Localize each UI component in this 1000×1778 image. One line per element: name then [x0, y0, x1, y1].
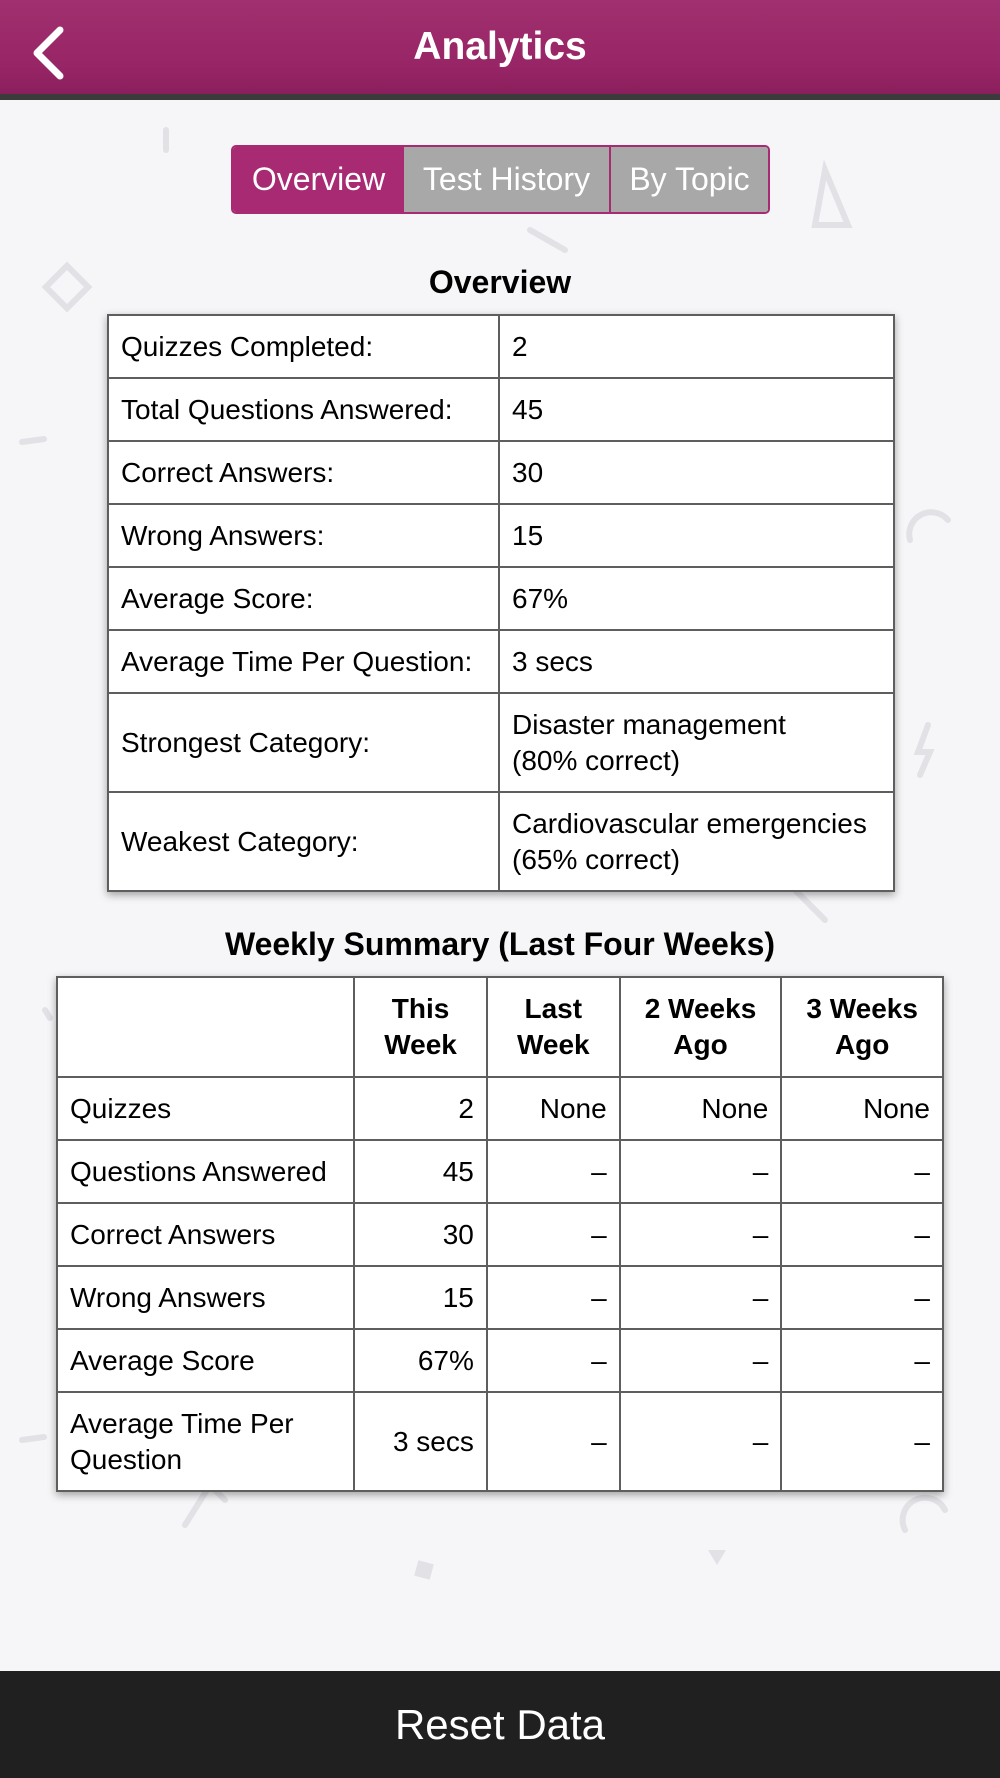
label-line: Average Time Per — [70, 1407, 294, 1439]
empty-header-cell — [57, 977, 354, 1077]
tab-overview[interactable]: Overview — [233, 147, 404, 212]
header-line: Ago — [834, 1029, 890, 1060]
header-line: 2 Weeks — [644, 993, 757, 1024]
column-header-3-weeks-ago — [781, 977, 943, 1077]
chevron-left-icon — [28, 24, 68, 82]
cell-value: – — [781, 1266, 943, 1329]
cell-value: 15 — [354, 1266, 487, 1329]
table-row — [57, 1329, 943, 1392]
cell-value: – — [620, 1140, 782, 1203]
column-header-this-week — [354, 977, 487, 1077]
cell-value: – — [781, 1203, 943, 1266]
app-header — [0, 0, 1000, 100]
cell-value: – — [487, 1392, 620, 1491]
row-label: Correct Answers — [57, 1203, 354, 1266]
cell-value: – — [620, 1266, 782, 1329]
cell-value: – — [781, 1140, 943, 1203]
page-title: Analytics — [413, 25, 587, 68]
row-label: Quizzes Completed: — [108, 315, 499, 378]
cell-value: 30 — [354, 1203, 487, 1266]
table-row — [108, 378, 894, 441]
cell-value: 67% — [354, 1329, 487, 1392]
row-value: 15 — [499, 504, 894, 567]
table-row — [108, 315, 894, 378]
cell-value: 45 — [354, 1140, 487, 1203]
value-line: Cardiovascular emergencies — [512, 807, 867, 839]
row-label: Correct Answers: — [108, 441, 499, 504]
cell-value: – — [620, 1329, 782, 1392]
header-line: Last — [524, 993, 583, 1024]
cell-value: – — [620, 1203, 782, 1266]
column-header-2-weeks-ago — [620, 977, 782, 1077]
tab-test-history[interactable]: Test History — [404, 147, 611, 212]
table-row — [57, 1203, 943, 1266]
header-line: Ago — [673, 1029, 728, 1060]
weekly-summary-table — [56, 976, 944, 1492]
table-row — [108, 693, 894, 792]
row-label: Wrong Answers — [57, 1266, 354, 1329]
header-line: Week — [384, 1029, 457, 1060]
row-value: 67% — [499, 567, 894, 630]
row-value — [499, 792, 894, 891]
table-row — [57, 1266, 943, 1329]
cell-value: 2 — [354, 1077, 487, 1140]
label-line: Question — [70, 1443, 183, 1475]
row-label: Strongest Category: — [108, 693, 499, 792]
cell-value: – — [487, 1266, 620, 1329]
table-row — [108, 792, 894, 891]
row-label: Weakest Category: — [108, 792, 499, 891]
cell-value: – — [487, 1329, 620, 1392]
table-header-row — [57, 977, 943, 1077]
row-label: Quizzes — [57, 1077, 354, 1140]
row-label: Total Questions Answered: — [108, 378, 499, 441]
tab-by-topic[interactable]: By Topic — [611, 147, 768, 212]
table-row — [57, 1140, 943, 1203]
table-row — [108, 441, 894, 504]
value-line: Disaster management — [512, 708, 786, 740]
row-label: Average Score: — [108, 567, 499, 630]
header-line: This — [391, 993, 450, 1024]
cell-value: None — [620, 1077, 782, 1140]
reset-data-button[interactable]: Reset Data — [0, 1671, 1000, 1778]
row-value: 3 secs — [499, 630, 894, 693]
overview-title: Overview — [428, 264, 572, 300]
header-line: 3 Weeks — [806, 993, 918, 1024]
table-row — [108, 630, 894, 693]
cell-value: – — [487, 1140, 620, 1203]
column-header-last-week — [487, 977, 620, 1077]
cell-value: – — [487, 1203, 620, 1266]
row-label: Average Time Per Question: — [108, 630, 499, 693]
cell-value: – — [620, 1392, 782, 1491]
cell-value: – — [781, 1329, 943, 1392]
cell-value: None — [487, 1077, 620, 1140]
back-button[interactable] — [18, 18, 78, 88]
row-value: 30 — [499, 441, 894, 504]
table-row — [57, 1077, 943, 1140]
value-line: (65% correct) — [512, 843, 681, 875]
weekly-summary-title: Weekly Summary (Last Four Weeks) — [224, 926, 776, 962]
row-value: 45 — [499, 378, 894, 441]
cell-value: None — [781, 1077, 943, 1140]
value-line: (80% correct) — [512, 744, 681, 776]
overview-table — [107, 314, 895, 892]
row-value: 2 — [499, 315, 894, 378]
table-row — [108, 567, 894, 630]
cell-value: – — [781, 1392, 943, 1491]
row-label: Average Score — [57, 1329, 354, 1392]
analytics-tab-bar — [231, 145, 770, 214]
row-label — [57, 1392, 354, 1491]
table-row — [108, 504, 894, 567]
header-line: Week — [516, 1029, 590, 1060]
row-label: Wrong Answers: — [108, 504, 499, 567]
row-value — [499, 693, 894, 792]
row-label: Questions Answered — [57, 1140, 354, 1203]
table-row — [57, 1392, 943, 1491]
cell-value: 3 secs — [354, 1392, 487, 1491]
